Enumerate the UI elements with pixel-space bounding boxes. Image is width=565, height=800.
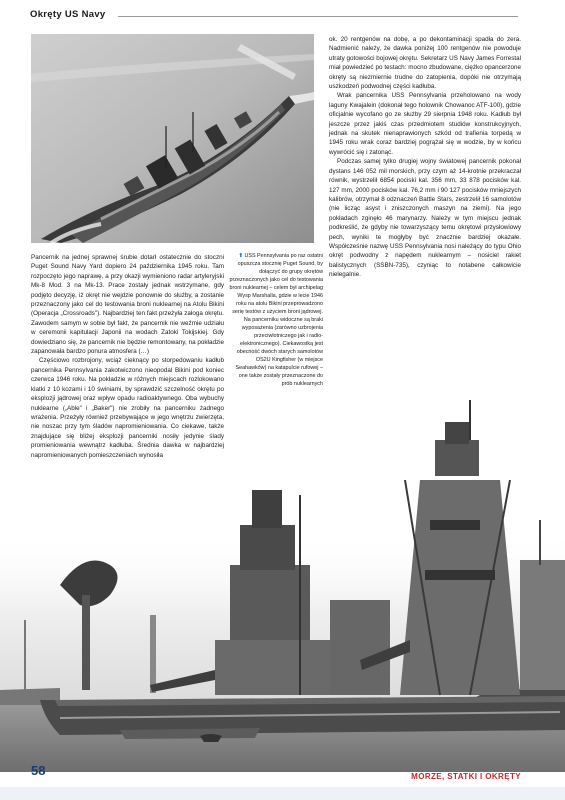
body-paragraph: Pancernik na jednej sprawnej śrubie dotarł ostatecznie do stoczni Puget Sound Navy Yard dopiero 24 października 1945 roku. Tam rozpoczęto jego naprawę, a przy okazji wymieniono radar artyleryjski Mk-8 Mod. 3 na Mk-13. Prace zostały jednak wstrzymane, gdy podjęto decyzję, iż okręt nie wejdzie ponownie do służby, a zostanie przeznaczony jako cel do testowania broni nuklearnej na Atolu Bikini (Operacja „Crossroads"). Najbardziej ten fakt przeżyła załoga okrętu. Zawodem samym w sobie był fakt, że pancernik nie weźmie udziału w ceremonii kapitulacji Japonii na wodach Zatoki Tokijskiej. Gdy dowiedziano się, że pancernik nie będzie remontowany, na pokładzie zapanowała bardzo ponura atmosfera (…) [31, 254, 224, 356]
running-header [0, 0, 565, 24]
caption-text: po raz ostatni opuszcza stocznię Puget Sound, by dołączyć do grupy okrętów przeznaczonych jako cel do testowania broni nuklearnej – celem był archipelag Wysp Marshalla, gdzie w lecie 1946 roku na atolu Bikini przeprowadzono serię testów z użyciem broni jądrowej. Na pancerniku widoczne są braki wyposażenia (zarówno uzbrojenia przeciwlotniczego jak i radio-elektronicznego). Ciekawostką jest obecność dwóch starych samolotów OS2U Kingfisher (w miejsce Seahawków) na katapulcie rufowej – one także zostały przeznaczone do prób nuklearnych [229, 253, 323, 387]
battleship-aerial-photo [31, 34, 314, 243]
body-paragraph: Wrak pancernika USS Pennsylvania przeholowano na wody laguny Kwajalein (dokonał tego holownik Chowanoc ATF-100), gdzie oficjalnie wycofano go ze służby 29 sierpnia 1948 roku. Kadłub był jeszcze przez jakiś czas przedmiotem studiów konstrukcyjnych, jednak na skutek nienaprawionych szkód od trafienia torpedą w 1945 roku wrak coraz bardziej pogrążał się w wodzie, by w końcu wywrócić się i zatonąć. [329, 92, 521, 156]
page-number: 58 [31, 763, 46, 778]
battleship-harbor-photo [0, 400, 565, 772]
photo-caption [229, 252, 323, 388]
header-rule [118, 16, 518, 17]
body-paragraph: ok. 20 rentgenów na dobę, a po dekontaminacji spadła do zera. Nadmienić należy, że dawka poniżej 100 rentgenów nie powoduje utraty gotowości bojowej okrętu. Sekretarz US Navy James Forrestal miał powiedzieć po testach: mocno zbudowane, ciężko opancerzone okręty są niezmiernie trudne do zatopienia, dopóki nie otrzymają uszkodzeń podwodnej części kadłuba. [329, 36, 521, 91]
body-paragraph: Podczas samej tylko drugiej wojny światowej pancernik pokonał dystans 146 052 mil morskich, przy czym aż 14-krotnie przekraczał równik, wystrzelił 6854 pociski kal. 356 mm, 33 878 pocisków kal. 127 mm, 2000 pocisków kal. 76,2 mm i 90 127 pocisków mniejszych kalibrów, otrzymał 8 odznaczeń Battle Stars, zestrzelił 16 samolotów (nie licząc asyst i zniszczonych maszyn na ziemi). Na jego pokładach zginęło 46 marynarzy. Należy w tym miejscu jednak podkreślić, że gdyby nie towarzyszący temu okrętowi przysłowiowy pech, wyniki te mogłyby być znacznie bardziej okazałe. Współcześnie nazwę USS Pennsylvania nosi należący do typu Ohio okręt podwodny z napędem nuklearnym – nosiciel rakiet balistycznych (SSBN-735), czyniąc to notabene całkowicie nielegalnie. [329, 158, 521, 279]
body-paragraph: Częściowo rozbrojony, wciąż cieknący po storpedowaniu kadłub pancernika Pennsylvania zakotwiczono nieopodal Bikini pod koniec czerwca 1946 roku. Na pokładzie w różnych miejscach rozlokowano klatki z 10 kozami i 10 świniami, by sprawdzić szczelność okrętu po eksplozji jądrowej oraz wpływ opadu radioaktywnego. Oba wybuchy nuklearne („Able" i „Baker") nie zrobiły na pancerniku żadnego wrażenia. Przeżyły również przebywające w jego wnętrzu zwierzęta, nie noszac przy tym śladów napromieniowania. Co ciekawe, także znajdujące się bliżej eksplozji pancerniki nosiły jedynie ślady promieniowania wewnątrz kadłuba. Średnia dawka w najbardziej napromieniowanych pomieszczeniach wynosiła [31, 357, 224, 459]
caption-ship-name: USS Pennsylvania [244, 253, 290, 259]
footer-bar [0, 787, 565, 800]
caption-arrow-icon: ⬆ [238, 253, 243, 259]
magazine-brand: MORZE, STATKI I OKRĘTY [411, 772, 521, 781]
right-text-column [329, 35, 521, 280]
section-title: Okręty US Navy [30, 9, 106, 20]
